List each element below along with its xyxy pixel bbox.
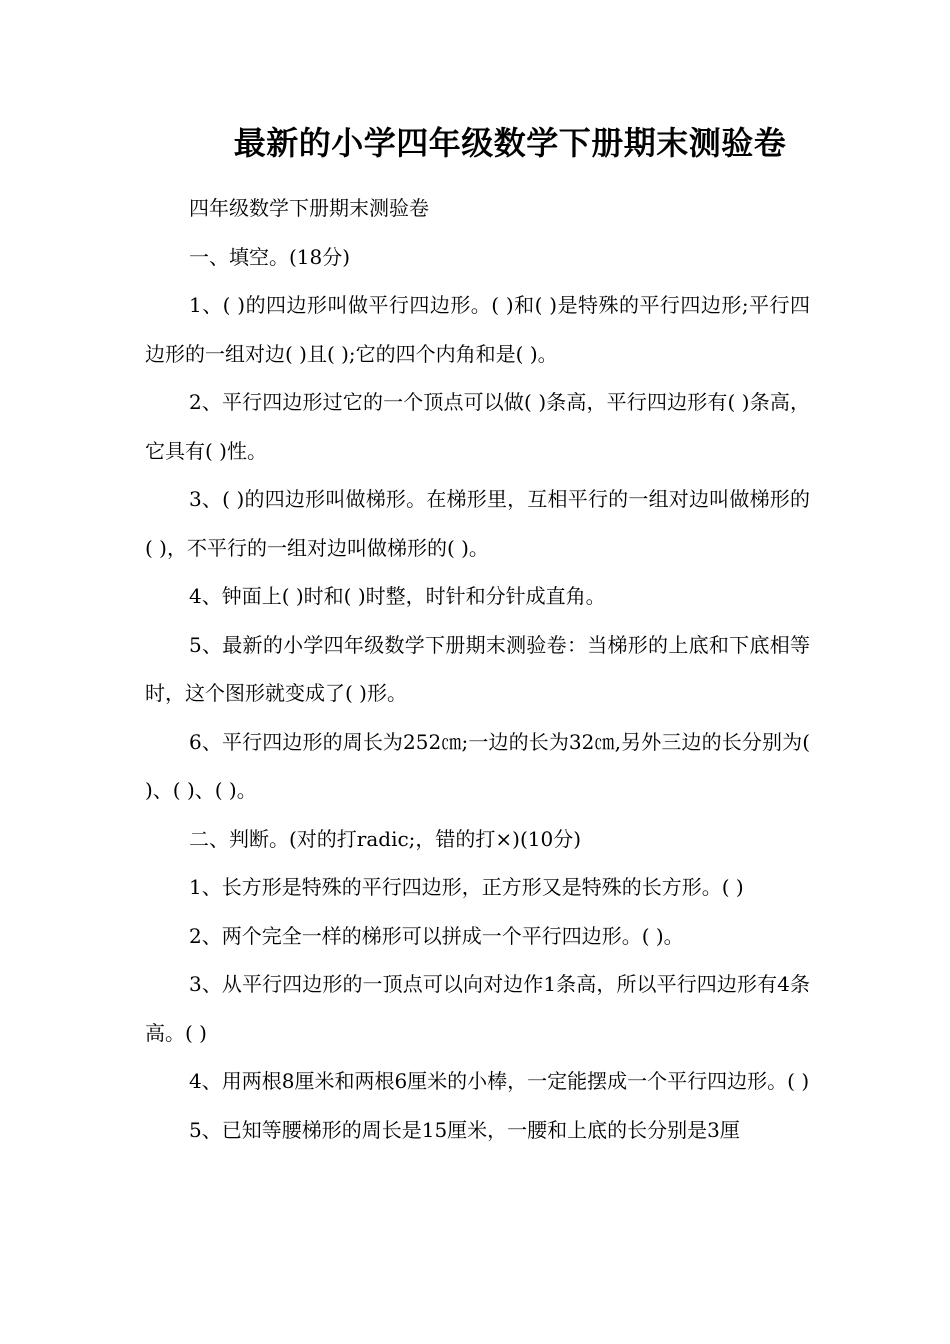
- question-paragraph: 1、长方形是特殊的平行四边形，正方形又是特殊的长方形。( ): [189, 875, 744, 899]
- section-heading-fill-in: 一、填空。(18分): [189, 244, 351, 269]
- question-paragraph: 3、( )的四边形叫做梯形。在梯形里，互相平行的一组对边叫做梯形的( )，不平行的一组对边叫做梯形的( )。: [145, 487, 810, 560]
- document-title: 最新的小学四年级数学下册期末测验卷: [233, 124, 787, 162]
- question-paragraph: 4、钟面上( )时和( )时整，时针和分针成直角。: [189, 584, 606, 608]
- question-paragraph: 3、从平行四边形的一顶点可以向对边作1条高，所以平行四边形有4条高。( ): [145, 972, 810, 1045]
- subtitle-paragraph: 四年级数学下册期末测验卷: [189, 196, 429, 220]
- question-paragraph: 2、平行四边形过它的一个顶点可以做( )条高，平行四边形有( )条高，它具有( )性。: [145, 390, 810, 463]
- question-paragraph: 6、平行四边形的周长为252㎝;一边的长为32㎝,另外三边的长分别为( )、( )、( )。: [145, 729, 810, 802]
- question-paragraph: 1、( )的四边形叫做平行四边形。( )和( )是特殊的平行四边形;平行四边形的一组对边( )且( );它的四个内角和是( )。: [145, 293, 810, 366]
- section-heading-judgement: 二、判断。(对的打radic;，错的打×)(10分): [189, 826, 582, 851]
- question-paragraph: 5、最新的小学四年级数学下册期末测验卷：当梯形的上底和下底相等时，这个图形就变成了( )形。: [145, 632, 810, 705]
- document-body: [145, 184, 810, 1154]
- question-paragraph: 2、两个完全一样的梯形可以拼成一个平行四边形。( )。: [189, 923, 684, 948]
- question-paragraph: 4、用两根8厘米和两根6厘米的小棒，一定能摆成一个平行四边形。( ): [189, 1069, 810, 1093]
- question-paragraph: 5、已知等腰梯形的周长是15厘米，一腰和上底的长分别是3厘: [189, 1117, 740, 1142]
